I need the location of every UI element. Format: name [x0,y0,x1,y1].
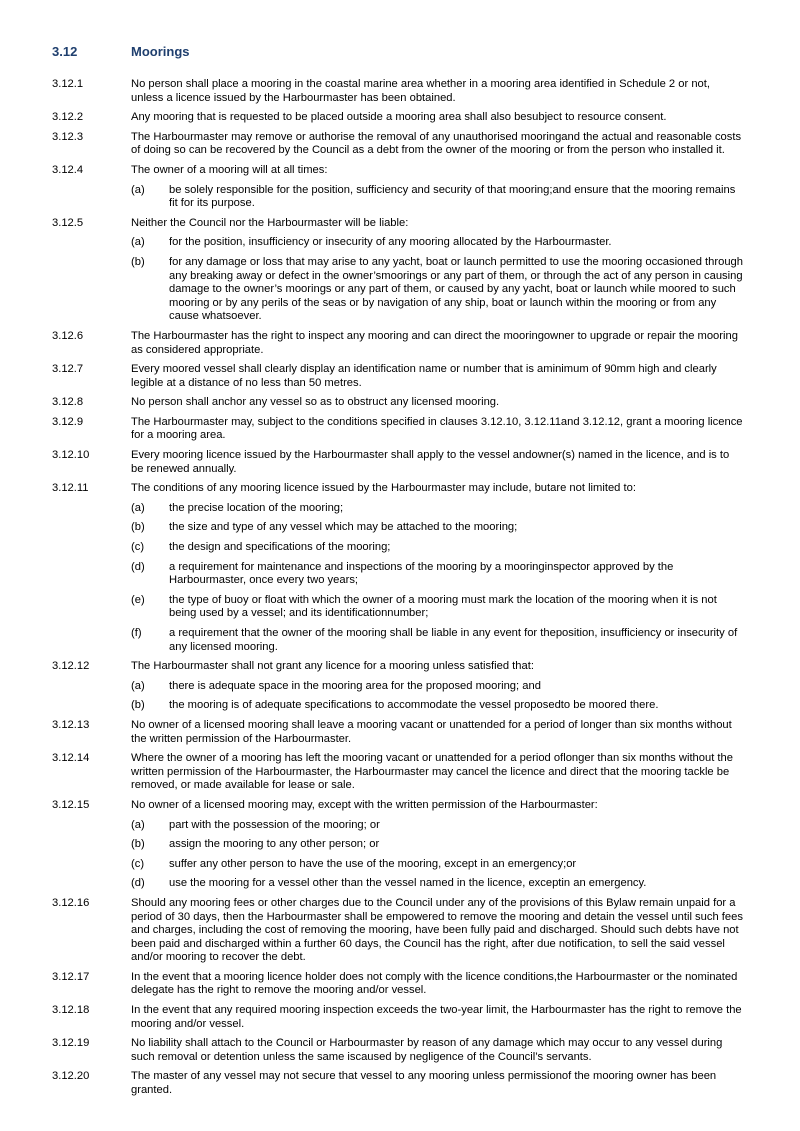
clause-number: 3.12.10 [52,449,90,462]
clause-number: 3.12.19 [52,1037,90,1050]
clause-text: No person shall place a mooring in the coastal marine area whether in a mooring area identified in Schedule 2 or not, unless a licence issued by the Harbourmaster has been obtained. [131,78,710,104]
sub-clause-label: (d) [131,877,145,890]
sub-clause [131,541,744,555]
clause-text: Every moored vessel shall clearly display an identification name or number that is aminimum of 90mm high and clearly legible at a distance of no less than 50 metres. [131,363,717,389]
sub-clause-text: part with the possession of the mooring; or [169,818,380,831]
clause-text: No person shall anchor any vessel so as to obstruct any licensed mooring. [131,396,500,409]
clause-text: The Harbourmaster shall not grant any licence for a mooring unless satisfied that: [131,660,534,673]
clause [52,719,744,746]
sub-clause-text: the type of buoy or float with which the owner of a mooring must mark the location of the mooring when it is not being used by a vessel; and its identificationnumber; [169,593,717,620]
sub-clause-label: (b) [131,255,145,268]
clause-number: 3.12.8 [52,396,84,409]
clause [52,897,744,965]
clause-text: The Harbourmaster has the right to inspect any mooring and can direct the mooringowner to upgrade or repair the mooring as considered appropriate. [131,329,738,356]
clause-text: In the event that a mooring licence holder does not comply with the licence conditions,the Harbourmaster or the nominated delegate has the right to remove the mooring and/or vessel. [131,970,738,997]
clause-number: 3.12.4 [52,163,84,176]
sub-clause [131,561,744,588]
sub-clause-label: (b) [131,838,145,851]
sub-clause [131,627,744,654]
sub-clause [131,680,744,694]
sub-clause [131,877,744,891]
clause-text: Neither the Council nor the Harbourmaster will be liable: [131,216,409,229]
sub-clause [131,502,744,516]
sub-clause-label: (a) [131,236,145,249]
sub-clause-label: (a) [131,501,145,514]
sub-clause [131,521,744,535]
sub-clause-text: suffer any other person to have the use of the mooring, except in an emergency;or [169,857,577,870]
sub-clause-text: the size and type of any vessel which may be attached to the mooring; [169,521,518,534]
clause [52,78,744,105]
clause-text: No owner of a licensed mooring shall leave a mooring vacant or unattended for a period of longer than six months without the written permission of the Harbourmaster. [131,718,732,745]
sub-clause-text: a requirement for maintenance and inspections of the mooring by a mooringinspector approved by the Harbourmaster, once every two years; [169,560,674,587]
clause-text: No liability shall attach to the Council or Harbourmaster by reason of any damage which may occur to any vessel during such removal or detention unless the same iscaused by negligence of the Council’s servants. [131,1037,723,1063]
section-number: 3.12 [52,44,78,59]
clause [52,799,744,891]
sub-clause [131,819,744,833]
clause-number: 3.12.20 [52,1070,90,1083]
clause-text: The conditions of any mooring licence issued by the Harbourmaster may include, butare not limited to: [131,482,636,495]
sub-clause-text: assign the mooring to any other person; or [169,838,380,851]
clause [52,660,744,713]
clause [52,482,744,654]
clause [52,164,744,211]
sub-clause [131,236,744,250]
sub-clause [131,256,744,324]
sub-clause-label: (c) [131,541,145,554]
sub-clause-text: for any damage or loss that may arise to any yacht, boat or launch permitted to use the mooring occasioned through any breaking away or defect in the owner’smoorings or any part of them, or through the act of any person in causing damage to the owner’s moorings or any part of them, or caused by any yacht, boat or launch while moored to such mooring or by any perils of the seas or by navigation of any ship, boat or launch within the mooring or from any cause whatsoever. [169,255,743,323]
sub-clause-text: the precise location of the mooring; [169,501,344,514]
section-title: Moorings [131,44,190,59]
sub-clause-text: the mooring is of adequate specifications to accommodate the vessel proposedto be moored there. [169,699,659,712]
clause-number: 3.12.15 [52,798,90,811]
sub-clause-text: for the position, insufficiency or insecurity of any mooring allocated by the Harbourmaster. [169,236,612,249]
clause [52,330,744,357]
sub-clause-label: (b) [131,521,145,534]
clause [52,416,744,443]
clause-number: 3.12.3 [52,130,84,143]
clause-text: In the event that any required mooring inspection exceeds the two-year limit, the Harbourmaster has the right to remove the mooring and/or vessel. [131,1004,742,1030]
sub-clause-text: a requirement that the owner of the mooring shall be liable in any event for theposition, insufficiency or insecurity of any licensed mooring. [169,627,738,653]
sub-clause-text: there is adequate space in the mooring area for the proposed mooring; and [169,679,541,692]
clause [52,752,744,793]
clause [52,363,744,390]
clause-text: No owner of a licensed mooring may, except with the written permission of the Harbourmaster: [131,798,598,811]
sub-clause [131,594,744,621]
clause-number: 3.12.16 [52,896,90,909]
sub-clause-text: use the mooring for a vessel other than the vessel named in the licence, exceptin an emergency. [169,877,647,890]
clause [52,449,744,476]
clause-list [52,78,744,1104]
clause [52,396,744,410]
sub-clause [131,838,744,852]
sub-clause-label: (a) [131,818,145,831]
clause-text: The owner of a mooring will at all times: [131,163,328,176]
clause-text: The Harbourmaster may remove or authorise the removal of any unauthorised mooringand the actual and reasonable costs of doing so can be recovered by the Council as a debt from the owner of the mooring or from the person who installed it. [131,130,742,157]
sub-clause [131,699,744,713]
clause-number: 3.12.14 [52,752,90,765]
clause-number: 3.12.9 [52,415,84,428]
clause [52,131,744,158]
sub-clause-label: (e) [131,593,145,606]
sub-clause-label: (a) [131,183,145,196]
clause-text: Every mooring licence issued by the Harbourmaster shall apply to the vessel andowner(s) named in the licence, and is to be renewed annually. [131,449,730,475]
sub-clause [131,184,744,211]
clause-number: 3.12.13 [52,718,90,731]
sub-clause-label: (d) [131,560,145,573]
clause-number: 3.12.11 [52,482,89,495]
clause-number: 3.12.5 [52,216,84,229]
sub-clause-label: (c) [131,857,145,870]
clause [52,971,744,998]
clause [52,1037,744,1064]
sub-clause-text: the design and specifications of the mooring; [169,541,391,554]
sub-clause-label: (a) [131,679,145,692]
clause-text: The master of any vessel may not secure that vessel to any mooring unless permissionof the mooring owner has been granted. [131,1070,717,1097]
clause-number: 3.12.1 [52,78,84,90]
clause-text: Should any mooring fees or other charges due to the Council under any of the provisions of this Bylaw remain unpaid for a period of 30 days, then the Harbourmaster shall be empowered to remove the mooring and detain the vessel until such fees and charges, including the cost of removing the mooring, have been fully paid and discharged. Should such debts have not been paid and discharged within a further 60 days, the Council has the right, after due notification, to sell the said vessel and/or mooring to recover the debt. [131,896,743,964]
clause-number: 3.12.2 [52,111,84,124]
clause-number: 3.12.18 [52,1004,90,1017]
clause-text: The Harbourmaster may, subject to the conditions specified in clauses 3.12.10, 3.12.11and 3.12.12, grant a mooring licence for a mooring area. [131,415,743,442]
sub-clause [131,858,744,872]
clause [52,1004,744,1031]
clause-number: 3.12.7 [52,363,84,376]
sub-clause-text: be solely responsible for the position, sufficiency and security of that mooring;and ensure that the mooring remains fit for its purpose. [169,183,736,210]
clause-number: 3.12.6 [52,329,84,342]
clause-text: Any mooring that is requested to be placed outside a mooring area shall also besubject to resource consent. [131,111,667,124]
sub-clause-label: (f) [131,627,142,639]
sub-clause-label: (b) [131,699,145,712]
clause [52,111,744,125]
clause-number: 3.12.17 [52,970,90,983]
clause [52,1070,744,1097]
clause-number: 3.12.12 [52,660,90,673]
clause-text: Where the owner of a mooring has left the mooring vacant or unattended for a period oflonger than six months without the written permission of the Harbourmaster, the Harbourmaster may cancel the licence and direct that the mooring tackle be removed, or made available for lease or sale. [131,752,733,792]
clause [52,217,744,324]
